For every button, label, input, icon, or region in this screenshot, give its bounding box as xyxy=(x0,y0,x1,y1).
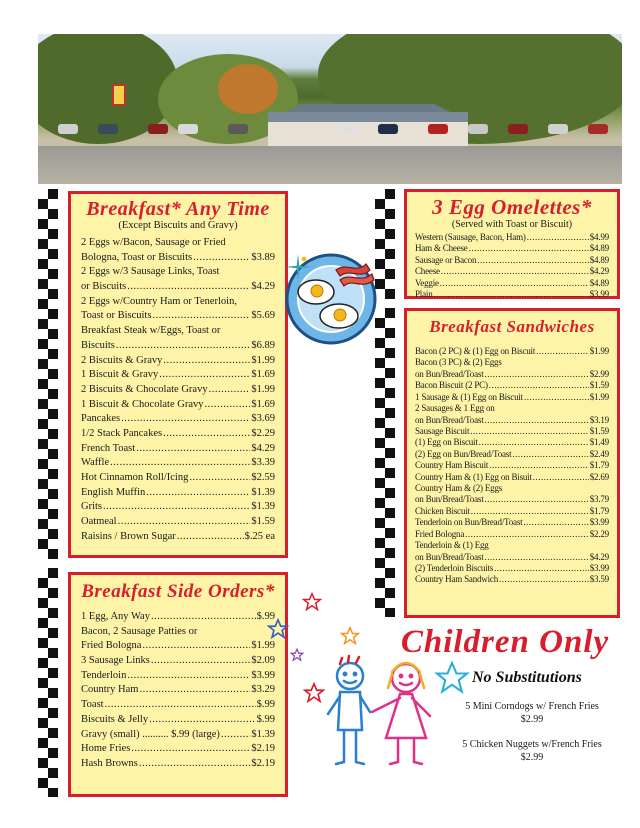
dot-leader xyxy=(469,243,589,254)
menu-item-line: Bacon (3 PC) & (2) Eggs xyxy=(415,357,502,368)
item-label: on Bun/Bread/Toast xyxy=(415,414,484,425)
item-price: $3.99 xyxy=(589,289,609,300)
star-icon xyxy=(267,618,289,640)
menu-item xyxy=(415,529,609,540)
menu-item xyxy=(81,309,275,324)
item-price: $.99 xyxy=(256,611,275,622)
dot-leader xyxy=(139,757,251,772)
dot-leader xyxy=(489,380,589,391)
item-price: $3.79 xyxy=(589,494,609,505)
item-label: 2 Biscuits & Gravy xyxy=(81,354,163,366)
dot-leader xyxy=(221,728,250,743)
menu-item-line: 2 Sausages & 1 Egg on xyxy=(415,403,495,414)
menu-item xyxy=(415,517,609,528)
item-price: $1.59 xyxy=(589,425,609,436)
dot-leader xyxy=(189,471,250,486)
item-price: $1.79 xyxy=(589,460,609,471)
star-icon xyxy=(302,592,322,612)
dot-leader xyxy=(163,427,250,442)
kids-menu-item xyxy=(452,738,612,764)
dot-leader xyxy=(116,339,251,354)
menu-item xyxy=(81,530,275,545)
menu-item xyxy=(81,742,275,757)
panel-title: Breakfast* Any Time xyxy=(86,198,270,220)
dot-leader xyxy=(110,456,250,471)
item-label: 5 Chicken Nuggets w/French Fries xyxy=(462,739,602,750)
item-price: $3.89 xyxy=(251,251,275,263)
menu-item xyxy=(415,506,609,517)
dot-leader xyxy=(105,698,256,713)
menu-item xyxy=(81,683,275,698)
checkerboard-border-left-bottom xyxy=(38,568,58,797)
item-price: $1.69 xyxy=(251,369,275,381)
item-price: $2.99 xyxy=(520,752,544,763)
item-price: $4.99 xyxy=(589,232,609,242)
item-label: (2) Egg on Bun/Bread/Toast xyxy=(415,448,512,459)
item-price: $.99 xyxy=(256,713,275,725)
dot-leader xyxy=(121,412,250,427)
dot-leader xyxy=(151,654,251,669)
item-label: Biscuits & Jelly xyxy=(81,713,149,725)
menu-list xyxy=(415,232,609,301)
item-label: Grits xyxy=(81,501,102,513)
item-label: Veggie xyxy=(415,277,439,288)
item-label: Country Ham Sandwich xyxy=(415,574,498,585)
side-orders-panel xyxy=(68,572,288,797)
item-label: Pancakes xyxy=(81,413,121,425)
menu-item xyxy=(81,471,275,486)
item-label: 2 Biscuits & Chocolate Gravy xyxy=(81,383,208,395)
item-label: on Bun/Bread/Toast xyxy=(415,494,484,505)
menu-item xyxy=(81,757,275,772)
item-price: $3.99 xyxy=(589,563,609,574)
item-label: Biscuits xyxy=(81,339,115,351)
children-title: Children Only xyxy=(400,624,610,660)
menu-item xyxy=(415,426,609,437)
menu-list xyxy=(81,610,275,772)
item-label: Sausage Biscuit xyxy=(415,425,470,436)
menu-item xyxy=(81,610,275,625)
menu-item xyxy=(81,280,275,295)
star-icon xyxy=(340,626,360,646)
item-label: Toast or Biscuits xyxy=(81,310,152,322)
dot-leader xyxy=(103,500,250,515)
dot-leader xyxy=(485,494,589,505)
dot-leader xyxy=(524,392,589,403)
item-label: Fried Bologna xyxy=(415,528,465,539)
checkerboard-border-right-mid xyxy=(375,308,395,617)
kids-menu-item xyxy=(452,700,612,726)
menu-item xyxy=(415,449,609,460)
item-label: on Bun/Bread/Toast xyxy=(415,551,484,562)
panel-subtitle: (Except Biscuits and Gravy) xyxy=(118,220,238,231)
item-label: Tenderloin xyxy=(81,669,127,681)
menu-item-line: Tenderloin & (1) Egg xyxy=(415,540,489,551)
menu-item xyxy=(81,456,275,471)
dot-leader xyxy=(527,232,589,243)
menu-list xyxy=(81,236,275,544)
menu-item-line: 2 Eggs w/3 Sausage Links, Toast xyxy=(81,266,220,278)
item-price: $2.99 xyxy=(520,714,544,725)
item-price: $1.99 xyxy=(589,346,609,356)
item-price: $1.99 xyxy=(251,354,275,366)
item-price: $4.29 xyxy=(589,551,609,562)
dot-leader xyxy=(489,460,589,471)
dot-leader xyxy=(209,383,251,398)
item-price: $1.99 xyxy=(251,383,275,395)
dot-leader xyxy=(149,713,256,728)
dot-leader xyxy=(142,639,250,654)
menu-item xyxy=(81,713,275,728)
panel-subtitle: (Served with Toast or Biscuit) xyxy=(451,219,573,230)
item-label: Hot Cinnamon Roll/Icing xyxy=(81,472,189,483)
item-label: Country Ham xyxy=(81,684,139,696)
item-label: French Toast xyxy=(81,442,136,454)
dot-leader xyxy=(151,610,256,625)
item-label: Oatmeal xyxy=(81,516,117,528)
dot-leader xyxy=(536,346,589,357)
item-label: 1 Biscuit & Gravy xyxy=(81,369,159,381)
item-price: $3.29 xyxy=(251,684,275,696)
menu-item xyxy=(415,369,609,380)
panel-title: Breakfast Sandwiches xyxy=(429,317,595,336)
item-label: Waffle xyxy=(81,457,110,469)
item-label: Chicken Biscuit xyxy=(415,505,470,516)
item-price: $2.69 xyxy=(589,471,609,482)
dot-leader xyxy=(533,472,589,483)
dot-leader xyxy=(494,563,589,574)
menu-item xyxy=(81,398,275,413)
menu-item xyxy=(415,289,609,300)
item-label: Gravy (small) .......... $.99 (large) xyxy=(81,728,220,740)
item-label: Sausage or Bacon xyxy=(415,254,477,265)
item-label: 5 Mini Corndogs w/ French Fries xyxy=(465,701,599,712)
dot-leader xyxy=(177,530,244,545)
item-label: (1) Egg on Biscuit xyxy=(415,437,478,448)
item-price: $3.99 xyxy=(251,669,275,681)
item-price: $2.99 xyxy=(589,368,609,379)
item-price: $1.99 xyxy=(251,640,275,652)
item-price: $4.29 xyxy=(251,281,275,293)
checkerboard-border-right-top xyxy=(375,189,395,299)
kids-drawing-icon xyxy=(322,652,446,772)
sandwiches-panel xyxy=(404,308,620,618)
item-label: Home Fries xyxy=(81,743,131,755)
menu-item xyxy=(81,639,275,654)
item-price: $.25 ea xyxy=(244,530,275,542)
dot-leader xyxy=(512,449,588,460)
item-price: $4.29 xyxy=(251,442,275,454)
menu-item xyxy=(415,392,609,403)
item-label: Country Ham Biscuit xyxy=(415,460,489,471)
item-price: $2.19 xyxy=(251,743,275,755)
menu-item xyxy=(81,486,275,501)
item-label: Bologna, Toast or Biscuits xyxy=(81,251,193,263)
dot-leader xyxy=(441,266,589,277)
item-price: $1.79 xyxy=(589,505,609,516)
item-label: (2) Tenderloin Biscuits xyxy=(415,563,494,574)
menu-item xyxy=(415,563,609,574)
dot-leader xyxy=(485,415,589,426)
dot-leader xyxy=(136,442,250,457)
menu-item xyxy=(415,574,609,585)
item-price: $1.49 xyxy=(589,437,609,448)
item-label: Toast xyxy=(81,699,104,711)
menu-item xyxy=(81,515,275,530)
menu-item xyxy=(81,500,275,515)
menu-item xyxy=(81,354,275,369)
menu-item xyxy=(81,728,275,743)
item-price: $.99 xyxy=(256,699,275,711)
item-label: Ham & Cheese xyxy=(415,243,468,254)
menu-item xyxy=(415,380,609,391)
dot-leader xyxy=(193,251,250,266)
item-label: 3 Sausage Links xyxy=(81,655,150,667)
dot-leader xyxy=(440,278,589,289)
item-label: Cheese xyxy=(415,266,440,277)
star-icon xyxy=(290,648,304,662)
item-price: $1.39 xyxy=(251,486,275,498)
menu-item xyxy=(81,412,275,427)
item-price: $1.39 xyxy=(251,501,275,513)
dot-leader xyxy=(204,398,250,413)
menu-item-line: Country Ham & (2) Eggs xyxy=(415,483,503,494)
item-price: $1.69 xyxy=(251,398,275,410)
menu-item xyxy=(415,437,609,448)
menu-item xyxy=(81,339,275,354)
item-label: Raisins / Brown Sugar xyxy=(81,530,176,542)
menu-item xyxy=(81,251,275,266)
panel-title: Breakfast Side Orders* xyxy=(81,581,275,602)
no-substitutions-label: No Substitutions xyxy=(472,669,582,686)
menu-item xyxy=(81,427,275,442)
dot-leader xyxy=(499,574,589,585)
menu-item xyxy=(415,255,609,266)
dot-leader xyxy=(159,368,250,383)
item-price: $4.29 xyxy=(589,266,609,277)
item-price: $1.59 xyxy=(251,516,275,528)
menu-item-line: 2 Eggs w/Country Ham or Tenerloin, xyxy=(81,295,237,307)
item-label: Hash Browns xyxy=(81,757,138,769)
item-label: or Biscuits xyxy=(81,281,127,293)
item-price: $1.99 xyxy=(589,391,609,402)
panel-title: 3 Egg Omelettes* xyxy=(432,195,592,219)
menu-item xyxy=(415,552,609,563)
dot-leader xyxy=(477,255,588,266)
item-price: $2.59 xyxy=(251,472,275,483)
item-label: Plain xyxy=(415,289,433,300)
item-label: on Bun/Bread/Toast xyxy=(415,368,484,379)
item-price: $5.69 xyxy=(251,310,275,322)
dot-leader xyxy=(434,289,589,300)
menu-item xyxy=(415,415,609,426)
menu-item xyxy=(415,460,609,471)
menu-item xyxy=(415,243,609,254)
dot-leader xyxy=(146,486,250,501)
star-icon xyxy=(298,253,310,265)
item-price: $2.09 xyxy=(251,655,275,667)
menu-item xyxy=(415,346,609,357)
item-label: English Muffin xyxy=(81,486,146,498)
item-label: Tenderloin on Bun/Bread/Toast xyxy=(415,517,523,528)
menu-item-line: Breakfast Steak w/Eggs, Toast or xyxy=(81,325,221,337)
dot-leader xyxy=(127,280,250,295)
item-price: $3.39 xyxy=(251,457,275,469)
menu-item xyxy=(415,472,609,483)
item-label: 1 Biscuit & Chocolate Gravy xyxy=(81,398,204,410)
item-price: $3.59 xyxy=(589,574,609,585)
menu-item xyxy=(81,654,275,669)
menu-item xyxy=(415,494,609,505)
menu-item xyxy=(415,232,609,243)
item-price: $1.59 xyxy=(589,380,609,391)
menu-item xyxy=(81,698,275,713)
dot-leader xyxy=(471,506,589,517)
item-price: $2.49 xyxy=(589,448,609,459)
dot-leader xyxy=(152,309,250,324)
item-price: $4.89 xyxy=(589,243,609,254)
item-label: 1/2 Stack Pancakes xyxy=(81,427,163,439)
menu-list xyxy=(415,346,609,586)
item-price: $2.29 xyxy=(589,528,609,539)
omelettes-panel xyxy=(404,189,620,299)
item-label: Western (Sausage, Bacon, Ham) xyxy=(415,232,526,242)
item-price: $4.89 xyxy=(589,277,609,288)
item-price: $2.19 xyxy=(251,757,275,769)
item-price: $3.99 xyxy=(589,517,609,528)
item-price: $2.29 xyxy=(251,427,275,439)
item-price: $3.69 xyxy=(251,413,275,425)
dot-leader xyxy=(127,669,250,684)
dot-leader xyxy=(470,426,588,437)
item-label: 1 Sausage & (1) Egg on Biscuit xyxy=(415,391,523,402)
dot-leader xyxy=(131,742,250,757)
checkerboard-border-left-top xyxy=(38,189,58,559)
menu-item-line: 2 Eggs w/Bacon, Sausage or Fried xyxy=(81,237,226,248)
item-price: $4.89 xyxy=(589,254,609,265)
item-label: Country Ham & (1) Egg on Bisuit xyxy=(415,471,532,482)
item-label: Bacon Biscuit (2 PC) xyxy=(415,380,488,391)
road-sign xyxy=(112,84,126,106)
item-price: $3.19 xyxy=(589,414,609,425)
item-label: Fried Bologna xyxy=(81,640,142,652)
menu-item xyxy=(81,368,275,383)
menu-item-line: Bacon, 2 Sausage Patties or xyxy=(81,625,198,637)
breakfast-any-time-panel xyxy=(68,191,288,558)
dot-leader xyxy=(485,552,589,563)
item-label: Bacon (2 PC) & (1) Egg on Biscuit xyxy=(415,346,536,356)
dot-leader xyxy=(163,354,250,369)
dot-leader xyxy=(139,683,250,698)
restaurant-photo xyxy=(38,34,622,184)
menu-item xyxy=(81,442,275,457)
menu-item xyxy=(415,278,609,289)
dot-leader xyxy=(479,437,589,448)
menu-item xyxy=(415,266,609,277)
item-price: $6.89 xyxy=(251,339,275,351)
menu-item xyxy=(81,383,275,398)
dot-leader xyxy=(523,517,588,528)
dot-leader xyxy=(485,369,589,380)
item-price: $1.39 xyxy=(251,728,275,740)
menu-item xyxy=(81,669,275,684)
dot-leader xyxy=(118,515,251,530)
dot-leader xyxy=(465,529,589,540)
item-label: 1 Egg, Any Way xyxy=(81,611,150,622)
